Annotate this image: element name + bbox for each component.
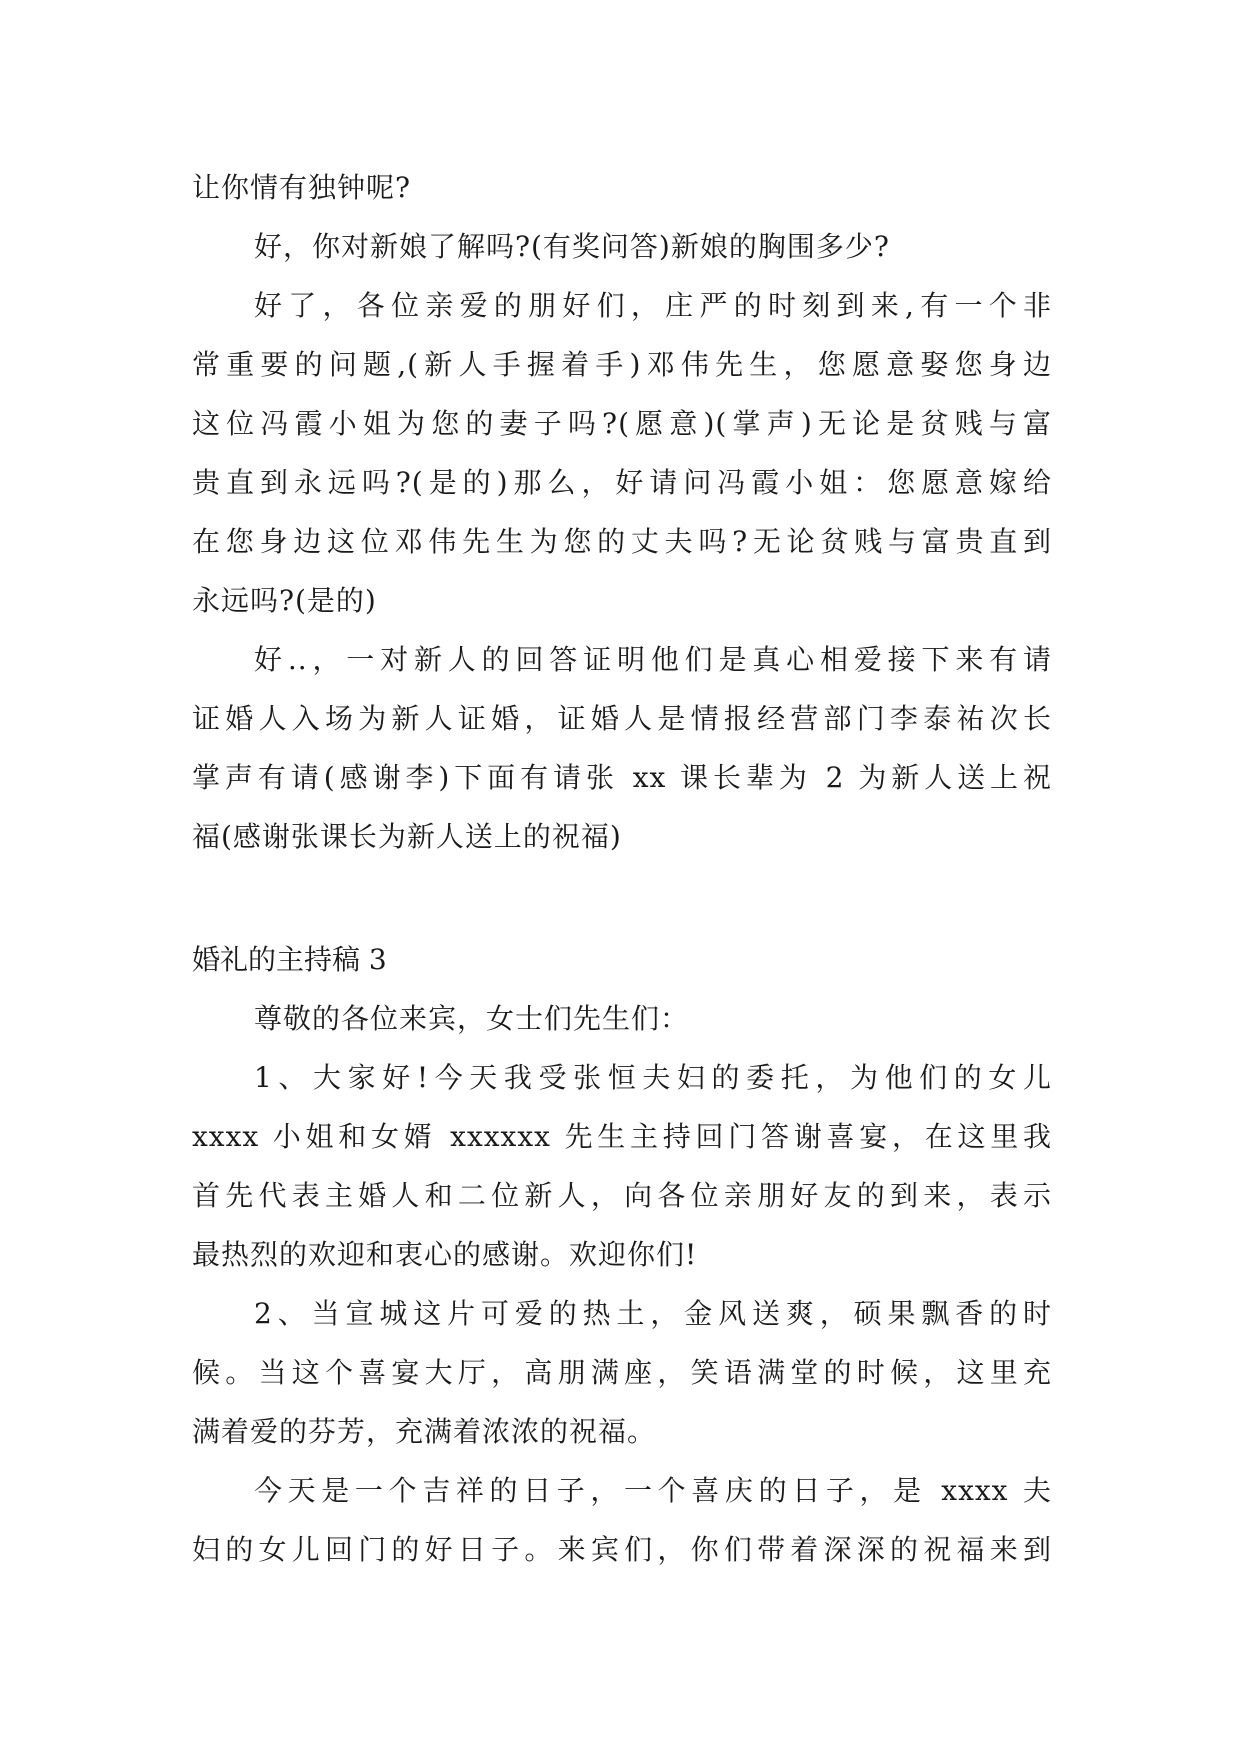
text-line: 掌声有请(感谢李)下面有请张 xx 课长辈为 2 为新人送上祝 [192, 761, 1052, 794]
text-line: 让你情有独钟呢? [192, 171, 412, 204]
text-line: 最热烈的欢迎和衷心的感谢。欢迎你们! [192, 1238, 698, 1271]
paragraph-first-line: 尊敬的各位来宾，女士们先生们： [254, 1002, 690, 1035]
section-spacer [192, 866, 1052, 930]
paragraph-first-line: 1、大家好!今天我受张恒夫妇的委托，为他们的女儿 [254, 1061, 1052, 1094]
paragraph-first-line: 好了，各位亲爱的朋好们，庄严的时刻到来,有一个非 [254, 289, 1052, 322]
section-title: 婚礼的主持稿 3 [192, 943, 387, 976]
text-line: 常重要的问题,(新人手握着手)邓伟先生，您愿意娶您身边 [192, 348, 1052, 381]
text-line: 这位冯霞小姐为您的妻子吗?(愿意)(掌声)无论是贫贱与富 [192, 407, 1052, 440]
text-line: xxxx 小姐和女婿 xxxxxx 先生主持回门答谢喜宴，在这里我 [192, 1120, 1052, 1153]
paragraph-first-line: 好，你对新娘了解吗?(有奖问答)新娘的胸围多少? [254, 230, 890, 263]
text-line: 首先代表主婚人和二位新人，向各位亲朋好友的到来，表示 [192, 1179, 1052, 1212]
text-line: 候。当这个喜宴大厅，高朋满座，笑语满堂的时候，这里充 [192, 1356, 1052, 1389]
text-line: 永远吗?(是的) [192, 584, 377, 617]
document-body [192, 158, 1052, 1579]
text-line: 贵直到永远吗?(是的)那么，好请问冯霞小姐：您愿意嫁给 [192, 466, 1052, 499]
text-line: 福(感谢张课长为新人送上的祝福) [192, 820, 622, 853]
paragraph-first-line: 好..，一对新人的回答证明他们是真心相爱接下来有请 [254, 643, 1052, 676]
paragraph-first-line: 2、当宣城这片可爱的热土，金风送爽，硕果飘香的时 [254, 1297, 1052, 1330]
text-line: 证婚人入场为新人证婚，证婚人是情报经营部门李泰祐次长 [192, 702, 1052, 735]
paragraph-first-line: 今天是一个吉祥的日子，一个喜庆的日子，是 xxxx 夫 [254, 1474, 1052, 1507]
text-line: 在您身边这位邓伟先生为您的丈夫吗?无论贫贱与富贵直到 [192, 525, 1052, 558]
text-line: 妇的女儿回门的好日子。来宾们，你们带着深深的祝福来到 [192, 1533, 1052, 1566]
text-line: 满着爱的芬芳，充满着浓浓的祝福。 [192, 1415, 657, 1448]
